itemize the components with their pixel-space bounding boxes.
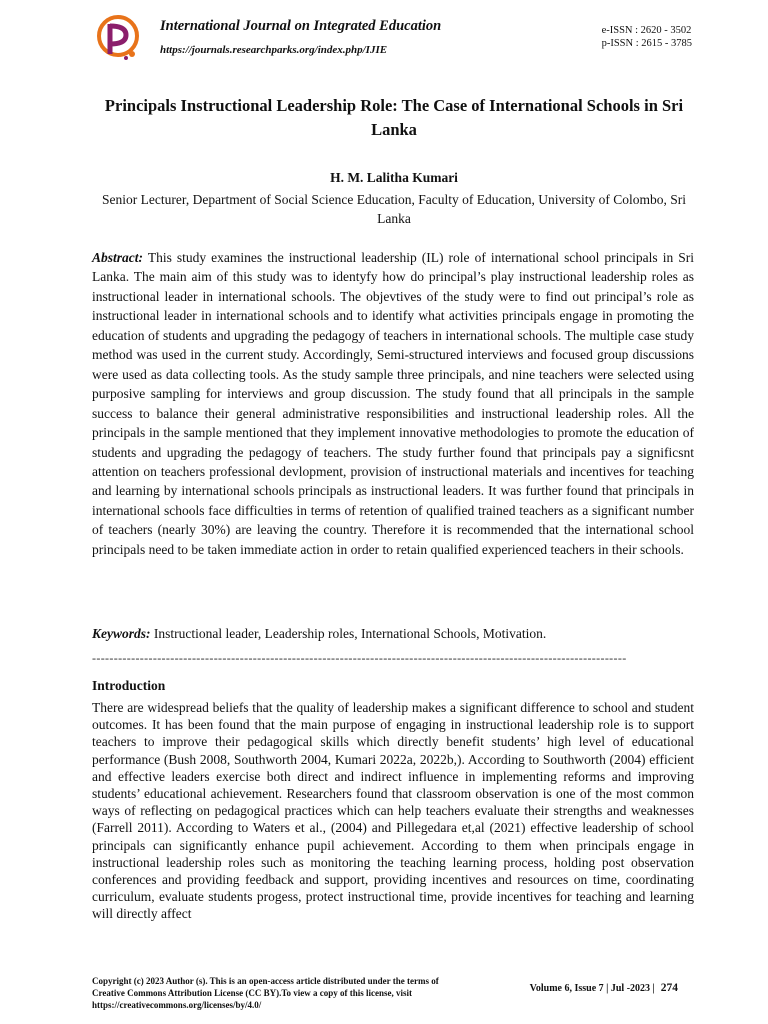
section-divider: --------------------------------------------------------------------------------------------------------------------------- [92,651,627,665]
paper-title: Principals Instructional Leadership Role: The Case of International Schools in Sri Lanka [104,96,684,139]
keywords-label: Keywords: [92,626,151,641]
issn-block [602,24,692,50]
abstract-text: This study examines the instructional leadership (IL) role of international school principals in Sri Lanka. The main aim of this study was to identyfy how do principal’s play instructional leadership roles as instructional leader in international schools. The objevtives of the study were to find out principal’s role as instructional leader in international schools and to identify what activities principals engage in promoting the education of students and upgrading the pedagogy of teachers in international schools. The multiple case study method was used in the current study. Accordingly, Semi-structured interviews and focused group discussions were used as data collecting tools. As the study sample three principals, and nine teachers were selected using purposive sampling for interviews and group discussion. The study found that all principals in the sample success to balance their general administrative responsibilities and instructional leadership roles. All the principals in the sample mentioned that they implement innovative methodologies to promote the education of students and upgrading the pedagogy of teachers. The study further found that principals pay a significsnt attention on teachers professional devlopment, provision of instructional materials and incentives for teaching and learning by international schools principals as instructional leaders. It was further found that principals in international schools face difficulties in terms of retention of qualified trained teachers as a significant number of teachers (nearly 30%) are leaving the country. Therefore it is recommended that the international school principals need to be taken immediate action in order to retain qualified experienced teachers in their schools. [92,250,695,557]
copyright-notice: Copyright (c) 2023 Author (s). This is an open-access article distributed under the terms of Creative Commons Attribution License (CC BY).To view a copy of this license, visit https://creativecommons.org/licenses/by/4.0/ [92,976,439,1010]
keywords-text: Instructional leader, Leadership roles, International Schools, Motivation. [153,626,547,641]
journal-name: International Journal on Integrated Education [160,18,442,34]
abstract-label: Abstract: [92,250,144,265]
introduction-heading: Introduction [92,678,166,693]
page-number: 274 [660,982,678,994]
issue-info [530,982,678,994]
author-name: H. M. Lalitha Kumari [330,170,458,185]
pissn: p-ISSN : 2615 - 3785 [601,38,692,49]
research-parks-logo-icon [96,14,140,62]
keywords [92,624,694,643]
journal-header [96,14,692,64]
author-affiliation: Senior Lecturer, Department of Social Science Education, Faculty of Education, University of Colombo, Sri Lanka [102,192,686,226]
journal-url-link[interactable]: https://journals.researchparks.org/index.php/IJIE [160,44,388,56]
abstract [92,248,694,559]
volume-issue: Volume 6, Issue 7 | Jul -2023 | [529,983,655,994]
introduction-text: There are widespread beliefs that the quality of leadership makes a significant difference to school and student outcomes. It has been found that the main purpose of engaging in instructional leadership role is to support teachers to improve their pedagogical skills which directly benefit students’ high level of educational performance (Bush 2008, Southworth 2004, Kumari 2022a, 2022b,). According to Southworth (2004) efficient and effective leaders exercise both direct and indirect influence in implementing reforms and improving students’ educational achievement. Researchers found that classroom observation is one of the most common ways of reflecting on pedagogical practices which can help teachers evaluate their strengths and weaknesses (Farrell 2011). According to Waters et al., (2004) and Pillegedara et,al (2021) effective leadership of school principals can significantly enhance pupil achievement. According to them when principals engage in instructional leadership roles such as monitoring the teaching learning process, holding post observation conferences and providing feedback and support, providing incentives and resources on time, coordinating curriculum, evaluate students progess, protect instructional time, provide incentives for teaching and learning will directly affect [92,700,694,922]
eissn: e-ISSN : 2620 - 3502 [601,25,692,36]
